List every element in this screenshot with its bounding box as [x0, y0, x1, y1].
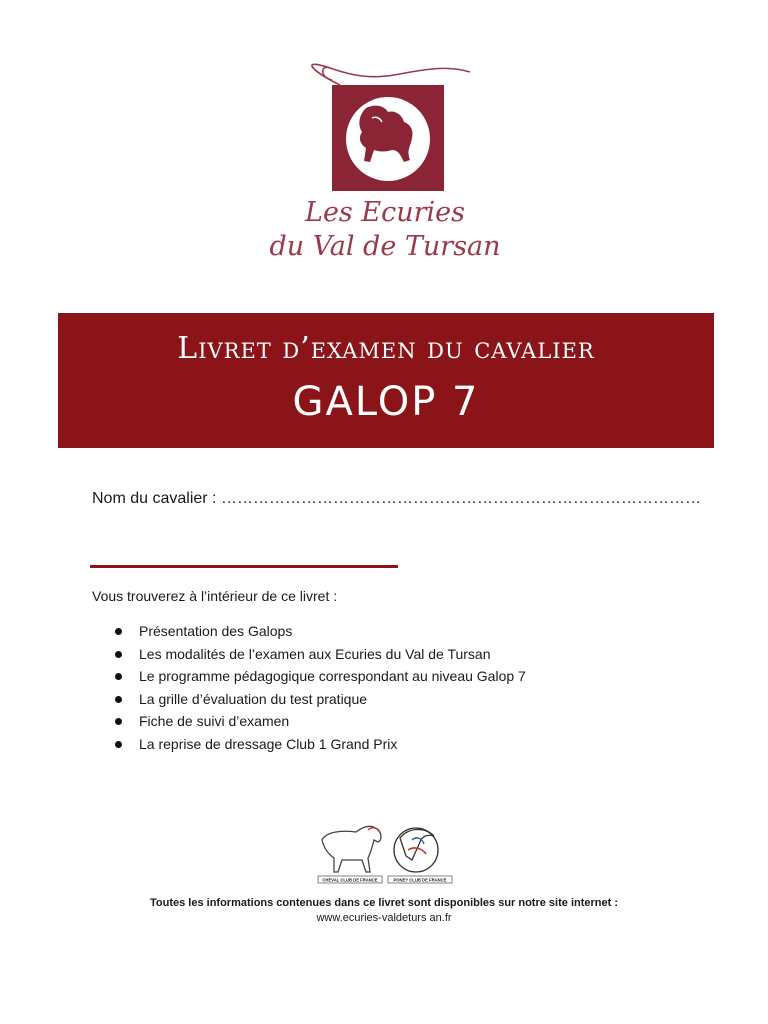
list-item: La grille d’évaluation du test pratique	[92, 688, 526, 711]
list-item: Les modalités de l’examen aux Ecuries du Val de Tursan	[92, 643, 526, 666]
bullet-icon	[115, 718, 122, 725]
rider-name-field[interactable]: Nom du cavalier : ………………………………………………………………………………	[92, 490, 701, 507]
cheval-club-logo	[318, 826, 382, 883]
website-link[interactable]: www.ecuries-valdeturs an.fr	[316, 912, 452, 924]
divider	[90, 565, 398, 568]
contents-intro: Vous trouverez à l’intérieur de ce livret :	[92, 588, 338, 604]
contents-list	[92, 620, 526, 755]
logo-text-line1: Les Ecuries	[305, 197, 465, 228]
list-item: Présentation des Galops	[92, 620, 526, 643]
banner-subtitle: GALOP 7	[292, 379, 480, 425]
logo-text-line2: du Val de Tursan	[269, 231, 501, 262]
poney-club-logo	[388, 828, 452, 883]
svg-text:CHEVAL CLUB DE FRANCE: CHEVAL CLUB DE FRANCE	[322, 877, 378, 883]
bullet-icon	[115, 696, 122, 703]
title-banner	[58, 313, 714, 448]
bullet-icon	[115, 628, 122, 635]
footer-text: Toutes les informations contenues dans ce livret sont disponibles sur notre site internet :	[150, 897, 618, 909]
bullet-icon	[115, 673, 122, 680]
list-item: La reprise de dressage Club 1 Grand Prix	[92, 733, 526, 756]
list-item: Fiche de suivi d’examen	[92, 710, 526, 733]
banner-title: Livret d’examen du cavalier	[177, 331, 595, 366]
list-item: Le programme pédagogique correspondant au niveau Galop 7	[92, 665, 526, 688]
bullet-icon	[115, 741, 122, 748]
federation-logos	[316, 820, 454, 886]
svg-text:PONEY CLUB DE FRANCE: PONEY CLUB DE FRANCE	[393, 877, 447, 883]
bullet-icon	[115, 651, 122, 658]
footer	[0, 896, 768, 926]
